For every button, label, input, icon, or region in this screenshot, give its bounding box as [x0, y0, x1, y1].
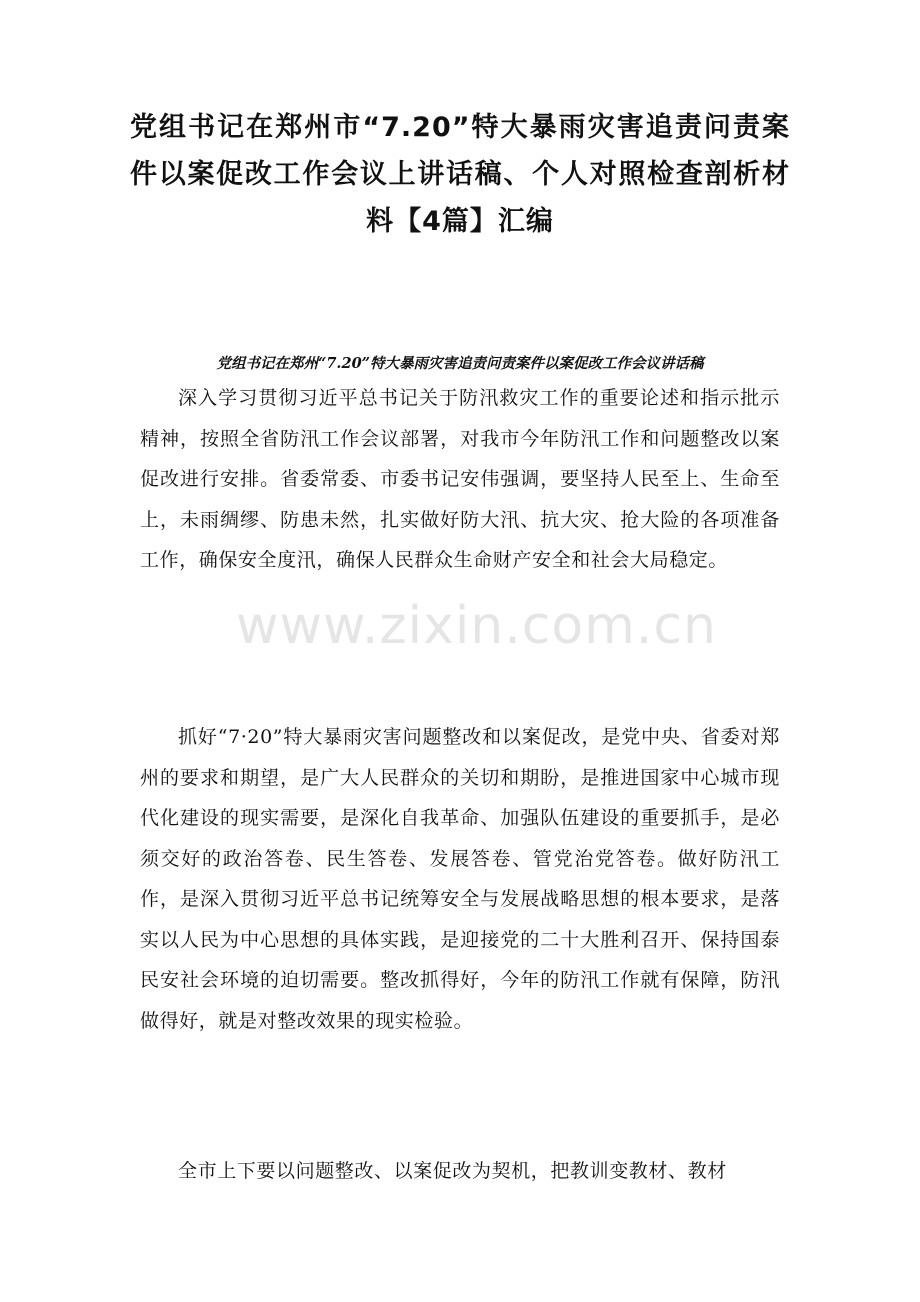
body-paragraph-3: 全市上下要以问题整改、以案促改为契机，把教训变教材、教材 [178, 1160, 727, 1182]
watermark: www.zixin.com.cn [236, 596, 717, 656]
body-paragraph-2: 抓好“7·20”特大暴雨灾害问题整改和以案促改，是党中央、省委对郑州的要求和期望，是广大人民群众的关切和期盼，是推进国家中心城市现代化建设的现实需要，是深化自我革命、加强队伍建设的重要抓手，是必须交好的政治答卷、民生答卷、发展答卷、管党治党答卷。做好防汛工作，是深入贯彻习近平总书记统筹安全与发展战略思想的根本要求，是落实以人民为中心思想的具体实践，是迎接党的二十大胜利召开、保持国泰民安社会环境的迫切需要。整改抓得好，今年的防汛工作就有保障，防汛做得好，就是对整改效果的现实检验。 [140, 726, 780, 1032]
body-paragraph-1: 深入学习贯彻习近平总书记关于防汛救灾工作的重要论述和指示批示精神，按照全省防汛工作会议部署，对我市今年防汛工作和问题整改以案促改进行安排。省委常委、市委书记安伟强调，要坚持人民至上、生命至上，未雨绸缪、防患未然，扎实做好防大汛、抗大灾、抢大险的各项准备工作，确保安全度汛，确保人民群众生命财产安全和社会大局稳定。 [140, 387, 780, 571]
document-title: 党组书记在郑州市“7.20”特大暴雨灾害追责问责案件以案促改工作会议上讲话稿、个人对照检查剖析材料【4篇】汇编 [130, 112, 790, 237]
section-heading: 党组书记在郑州“7.20”特大暴雨灾害追责问责案件以案促改工作会议讲话稿 [216, 355, 704, 372]
